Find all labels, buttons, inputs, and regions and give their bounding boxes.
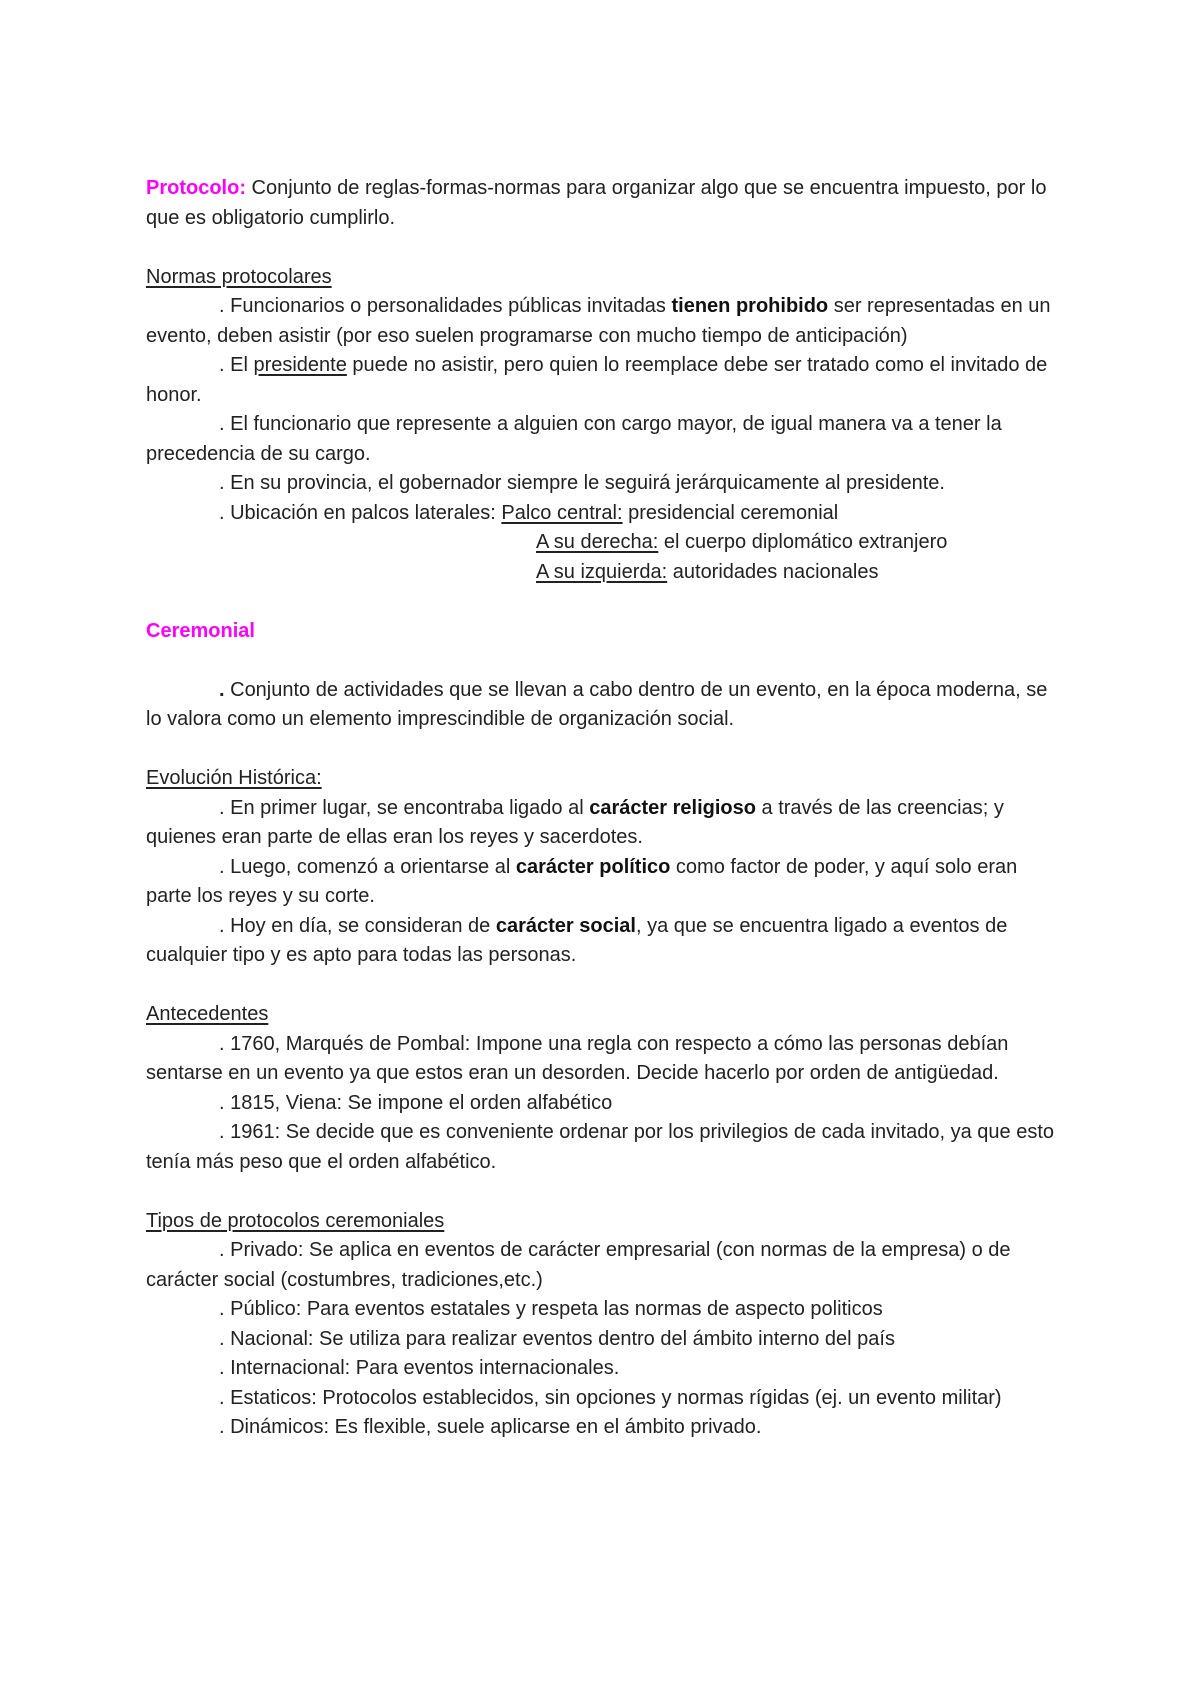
normas-item-3: . El funcionario que represente a alguien con cargo mayor, de igual manera va a tener la precedencia de su cargo. [146, 413, 1002, 465]
tipos-item-3: . Nacional: Se utiliza para realizar eventos dentro del ámbito interno del país [219, 1327, 895, 1350]
evolucion-item-3-c: , ya que se encuentra ligado a eventos de cualquier tipo y es apto para todas las personas. [146, 914, 1008, 966]
protocolo-text: Conjunto de reglas-formas-normas para organizar algo que se encuentra impuesto, por lo que es obligatorio cumplirlo. [146, 177, 1047, 229]
normas-item-2-c: puede no asistir, pero quien lo reemplace debe ser tratado como el invitado de honor. [146, 354, 1048, 406]
derecha-label: A su derecha: [536, 531, 659, 553]
normas-item-5 [146, 499, 1066, 529]
document-body [146, 174, 1066, 1443]
evolucion-item-2-c: como factor de poder, y aquí solo eran parte los reyes y su corte. [146, 855, 1018, 907]
evolucion-item-1-bold: carácter religioso [589, 796, 756, 819]
tipos-heading: Tipos de protocolos ceremoniales [146, 1209, 445, 1232]
palco-central-label: Palco central: [501, 501, 623, 524]
normas-item-1-a: . Funcionarios o personalidades públicas invitadas [219, 295, 672, 317]
palco-central-text: presidencial ceremonial [622, 501, 839, 524]
protocolo-definition [146, 174, 1066, 233]
antecedentes-item-3: . 1961: Se decide que es conveniente ordenar por los privilegios de cada invitado, ya que esto tenía más peso que el orden alfabético. [146, 1121, 1054, 1173]
protocolo-label: Protocolo: [146, 177, 246, 199]
palco-izquierda [146, 558, 1066, 588]
tipos-item-4: . Internacional: Para eventos internacionales. [219, 1357, 620, 1379]
evolucion-item-1 [146, 794, 1066, 853]
antecedentes-item-2: . 1815, Viena: Se impone el orden alfabético [219, 1091, 613, 1114]
evolucion-item-3 [146, 912, 1066, 971]
normas-item-4: . En su provincia, el gobernador siempre le seguirá jerárquicamente al presidente. [219, 472, 945, 494]
palco-derecha [146, 528, 1066, 558]
evolucion-item-2-bold: carácter político [515, 855, 671, 878]
antecedentes-heading: Antecedentes [146, 1003, 269, 1025]
tipos-item-5: . Estaticos: Protocolos establecidos, sin opciones y normas rígidas (ej. un evento militar) [219, 1386, 1002, 1409]
evolucion-item-2-a: . Luego, comenzó a orientarse al [219, 855, 516, 878]
normas-heading: Normas protocolares [146, 265, 332, 288]
ceremonial-definition [146, 676, 1066, 735]
izquierda-text: autoridades nacionales [667, 560, 879, 583]
normas-item-2-a: . El [219, 354, 254, 376]
tipos-item-2: . Público: Para eventos estatales y respeta las normas de aspecto politicos [219, 1298, 883, 1320]
evolucion-item-3-a: . Hoy en día, se consideran de [219, 914, 496, 937]
normas-item-2-underline: presidente [253, 354, 347, 376]
ceremonial-bullet: . [219, 678, 225, 701]
derecha-text: el cuerpo diplomático extranjero [658, 531, 948, 553]
antecedentes-item-1: . 1760, Marqués de Pombal: Impone una regla con respecto a cómo las personas debían sentarse en un evento ya que estos eran un desorden. Decide hacerlo por orden de antigüedad. [146, 1032, 1009, 1084]
evolucion-heading: Evolución Histórica: [146, 767, 322, 789]
evolucion-item-2 [146, 853, 1066, 912]
tipos-item-1: . Privado: Se aplica en eventos de carácter empresarial (con normas de la empresa) o de carácter social (costumbres, tradiciones,etc.) [146, 1239, 1011, 1291]
normas-item-1-bold: tienen prohibido [671, 295, 829, 317]
evolucion-item-1-a: . En primer lugar, se encontraba ligado al [219, 796, 590, 819]
normas-item-1-c: ser representadas en un evento, deben asistir (por eso suelen programarse con mucho tiempo de anticipación) [146, 295, 1051, 347]
tipos-item-6: . Dinámicos: Es flexible, suele aplicarse en el ámbito privado. [219, 1416, 762, 1438]
izquierda-label: A su izquierda: [536, 560, 668, 583]
normas-item-5-a: . Ubicación en palcos laterales: [219, 501, 502, 524]
ceremonial-text: Conjunto de actividades que se llevan a cabo dentro de un evento, en la época moderna, se lo valora como un elemento imprescindible de organización social. [146, 678, 1048, 730]
normas-item-1 [146, 292, 1066, 351]
ceremonial-heading: Ceremonial [146, 619, 255, 642]
normas-item-2 [146, 351, 1066, 410]
evolucion-item-3-bold: carácter social [495, 914, 636, 937]
evolucion-item-1-c: a través de las creencias; y quienes eran parte de ellas eran los reyes y sacerdotes. [146, 796, 1004, 848]
